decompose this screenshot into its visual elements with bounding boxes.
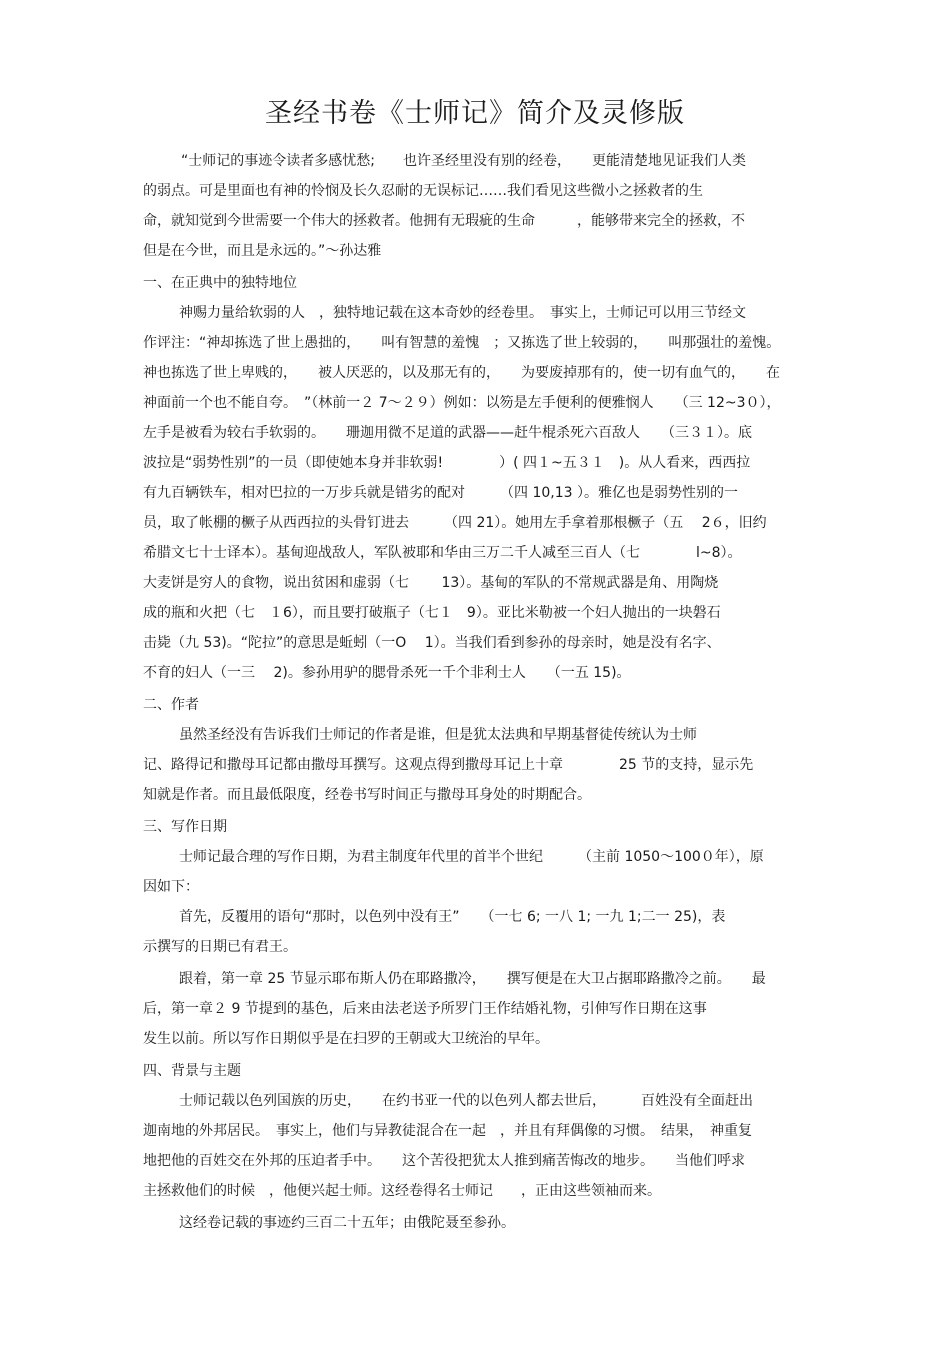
quote-line-2: 的弱点。可是里面也有神的怜悯及长久忍耐的无误标记……我们看见这些微小之拯救者的生 bbox=[143, 183, 703, 199]
canon-line-2: 作评注：“神却拣选了世上愚拙的， 叫有智慧的羞愧 ；又拣选了世上较弱的， 叫那强壮的羞愧。 bbox=[143, 335, 781, 351]
date-line-2: 因如下： bbox=[143, 879, 199, 895]
background-line-5: 这经卷记载的事迹约三百二十五年；由俄陀聂至参孙。 bbox=[179, 1215, 515, 1231]
author-line-3: 知就是作者。而且最低限度，经卷书写时间正与撒母耳身处的时期配合。 bbox=[143, 787, 591, 803]
canon-line-1: 神赐力量给软弱的人 ，独特地记载在这本奇妙的经卷里。 事实上，士师记可以用三节经文 bbox=[179, 305, 746, 321]
canon-line-4: 神面前一个也不能自夸。 ”（林前一２ 7～２９）例如：以笏是左手便利的便雅悯人 （三 12~3０）， bbox=[143, 395, 781, 411]
canon-line-10: 大麦饼是穷人的食物，说出贫困和虚弱（七 13）。基甸的军队的不常规武器是角、用陶烧 bbox=[143, 575, 719, 591]
date-line-7: 发生以前。所以写作日期似乎是在扫罗的王朝或大卫统治的早年。 bbox=[143, 1031, 549, 1047]
date-line-1: 士师记最合理的写作日期，为君主制度年代里的首半个世纪 （主前 1050～100０年），原 bbox=[179, 849, 764, 865]
background-line-3: 地把他的百姓交在外邦的压迫者手中。 这个苦役把犹太人推到痛苦悔改的地步。 当他们呼求 bbox=[143, 1153, 745, 1169]
section-heading-author: 二、作者 bbox=[143, 697, 199, 713]
canon-line-12: 击毙（九 53)。“陀拉”的意思是蚯蚓（一O 1）。当我们看到参孙的母亲时，她是没有名字、 bbox=[143, 635, 721, 651]
quote-line-4: 但是在今世，而且是永远的。”～孙达雅 bbox=[143, 243, 382, 259]
canon-line-13: 不育的妇人（一三 2)。参孙用驴的腮骨杀死一千个非利士人 （一五 15)。 bbox=[143, 665, 631, 681]
section-heading-canon: 一、在正典中的独特地位 bbox=[143, 275, 297, 291]
canon-line-6: 波拉是“弱势性别”的一员（即使她本身并非软弱! ）( 四１~五３１ )。从人看来，西西拉 bbox=[143, 455, 751, 471]
canon-line-11: 成的瓶和火把（七 １6），而且要打破瓶子（七１ 9）。亚比米勒被一个妇人抛出的一块磐石 bbox=[143, 605, 721, 621]
quote-line-1: “士师记的事迹令读者多感忧愁; 也许圣经里没有别的经卷， 更能清楚地见证我们人类 bbox=[181, 153, 746, 169]
background-line-4: 主拯救他们的时候 ，他便兴起士师。这经卷得名士师记 ，正由这些领袖而来。 bbox=[143, 1183, 661, 1199]
date-line-5: 跟着，第一章 25 节显示耶布斯人仍在耶路撒冷， 撰写便是在大卫占据耶路撒冷之前。 最 bbox=[179, 971, 766, 987]
quote-line-3: 命，就知觉到今世需要一个伟大的拯救者。他拥有无瑕疵的生命 ，能够带来完全的拯救，不 bbox=[143, 213, 745, 229]
canon-line-5: 左手是被看为较右手软弱的。 珊迦用微不足道的武器——赶牛棍杀死六百敌人 （三３１）。底 bbox=[143, 425, 752, 441]
canon-line-3: 神也拣选了世上卑贱的， 被人厌恶的，以及那无有的， 为要废掉那有的，使一切有血气的， 在 bbox=[143, 365, 780, 381]
author-line-1: 虽然圣经没有告诉我们士师记的作者是谁，但是犹太法典和早期基督徒传统认为士师 bbox=[179, 727, 697, 743]
background-line-1: 士师记载以色列国族的历史， 在约书亚一代的以色列人都去世后， 百姓没有全面赶出 bbox=[179, 1093, 753, 1109]
date-line-3: 首先，反覆用的语句“那时，以色列中没有王” （一七 6; 一八 1; 一九 1;二一 25)，表 bbox=[179, 909, 726, 925]
date-line-6: 后，第一章２ 9 节提到的基色，后来由法老送予所罗门王作结婚礼物，引伸写作日期在这事 bbox=[143, 1001, 707, 1017]
background-line-2: 迦南地的外邦居民。 事实上，他们与异教徒混合在一起 ，并且有拜偶像的习惯。 结果， 神重复 bbox=[143, 1123, 752, 1139]
author-line-2: 记、路得记和撒母耳记都由撒母耳撰写。这观点得到撒母耳记上十章 25 节的支持，显示先 bbox=[143, 757, 754, 773]
document-title: 圣经书卷《士师记》简介及灵修版 bbox=[265, 98, 685, 129]
canon-line-9: 希腊文七十士译本）。基甸迎战敌人，军队被耶和华由三万二千人减至三百人（七 l~8）。 bbox=[143, 545, 742, 561]
canon-line-8: 员，取了帐棚的橛子从西西拉的头骨钉进去 （四 21）。她用左手拿着那根橛子（五 2６，旧约 bbox=[143, 515, 767, 531]
canon-line-7: 有九百辆铁车，相对巴拉的一万步兵就是错劣的配对 （四 10,13 ）。雅亿也是弱势性别的一 bbox=[143, 485, 738, 501]
section-heading-background: 四、背景与主题 bbox=[143, 1063, 241, 1079]
date-line-4: 示撰写的日期已有君王。 bbox=[143, 939, 297, 955]
section-heading-date: 三、写作日期 bbox=[143, 819, 227, 835]
